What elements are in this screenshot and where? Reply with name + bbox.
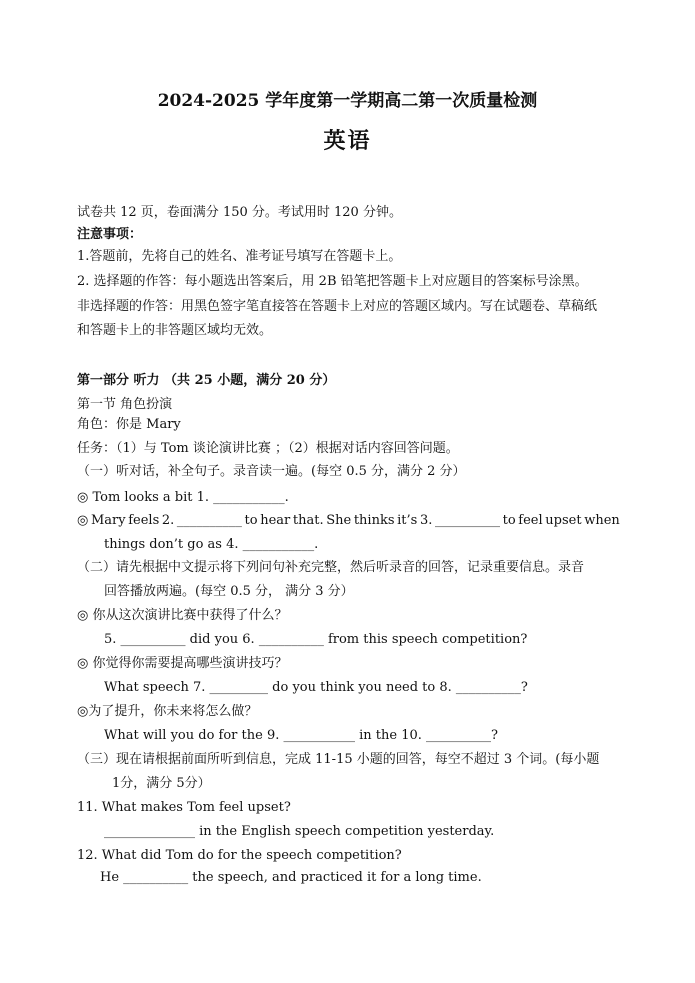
question-11: 11. What makes Tom feel upset?: [77, 800, 291, 815]
q2-word: to: [244, 513, 258, 528]
notice-item-2-cont-2: 和答题卡上的非答题区域均无效。: [77, 323, 273, 338]
answer-11: ______________ in the English speech competition yesterday.: [104, 824, 495, 839]
question-5-6: 5. __________ did you 6. __________ from this speech competition?: [104, 632, 528, 647]
prompt-2: ◎ 你觉得你需要提高哪些演讲技巧？: [77, 656, 288, 671]
question-2-3: [77, 512, 620, 530]
exam-info-line: 试卷共 12 页，卷面满分 150 分。考试用时 120 分钟。: [77, 205, 402, 220]
q2-word: 3.: [419, 513, 433, 528]
q2-word: feels: [128, 513, 160, 528]
part1-heading: 第一部分 听力 （共 25 小题，满分 20 分）: [77, 373, 336, 388]
q2-word: ◎: [77, 513, 89, 528]
exam-title: 2024-2025 学年度第一学期高二第一次质量检测: [157, 91, 538, 111]
task-line: 任务：（1）与 Tom 谈论演讲比赛 ；（2）根据对话内容回答问题。: [77, 441, 459, 456]
answer-12: He __________ the speech, and practiced it for a long time.: [100, 870, 482, 885]
q2-word: hear: [260, 513, 291, 528]
notice-heading: 注意事项：: [77, 227, 143, 242]
question-7-8: What speech 7. _________ do you think you need to 8. __________?: [104, 680, 528, 695]
q3-blank: __________: [434, 513, 500, 528]
section1-heading: 第一节 角色扮演: [77, 397, 173, 412]
subject-title: 英语: [323, 128, 372, 154]
prompt-1: ◎ 你从这次演讲比赛中获得了什么？: [77, 608, 288, 623]
q2-word: She: [326, 513, 352, 528]
notice-item-2-cont: 非选择题的作答：用黑色签字笔直接答在答题卡上对应的答题区域内。写在试题卷、草稿纸: [77, 299, 598, 314]
notice-item-1: 1.答题前，先将自己的姓名、准考证号填写在答题卡上。: [77, 249, 402, 264]
question-1: ◎ Tom looks a bit 1. ___________.: [77, 490, 289, 505]
sub3-heading-cont: 1分，满分 5分）: [112, 776, 211, 791]
question-12: 12. What did Tom do for the speech competition?: [77, 848, 402, 863]
q2-word: to: [502, 513, 516, 528]
notice-item-2: 2. 选择题的作答：每小题选出答案后，用 2B 铅笔把答题卡上对应题目的答案标号涂黑。: [77, 274, 588, 289]
sub2-heading-cont: 回答播放两遍。(每空 0.5 分， 满分 3 分）: [104, 584, 354, 599]
question-4: things don’t go as 4. ___________.: [104, 537, 319, 552]
sub1-heading: （一）听对话，补全句子。录音读一遍。(每空 0.5 分，满分 2 分）: [77, 464, 466, 479]
q2-word: thinks: [353, 513, 395, 528]
q2-word: feel: [518, 513, 543, 528]
q2-word: upset: [545, 513, 582, 528]
prompt-3: ◎为了提升，你未来将怎么做？: [77, 704, 258, 719]
q2-word: it’s: [397, 513, 418, 528]
q2-word: when: [584, 513, 620, 528]
role-line: 角色：你是 Mary: [77, 417, 181, 432]
question-9-10: What will you do for the 9. ___________ in the 10. __________?: [104, 728, 498, 743]
sub2-heading: （二）请先根据中文提示将下列问句补充完整，然后听录音的回答，记录重要信息。录音: [77, 560, 585, 575]
q2-word: 2.: [161, 513, 175, 528]
q2-blank: __________: [176, 513, 242, 528]
sub3-heading: （三）现在请根据前面所听到信息，完成 11-15 小题的回答，每空不超过 3 个词。(每小题: [77, 752, 600, 767]
q2-word: Mary: [90, 513, 126, 528]
q2-word: that.: [292, 513, 324, 528]
